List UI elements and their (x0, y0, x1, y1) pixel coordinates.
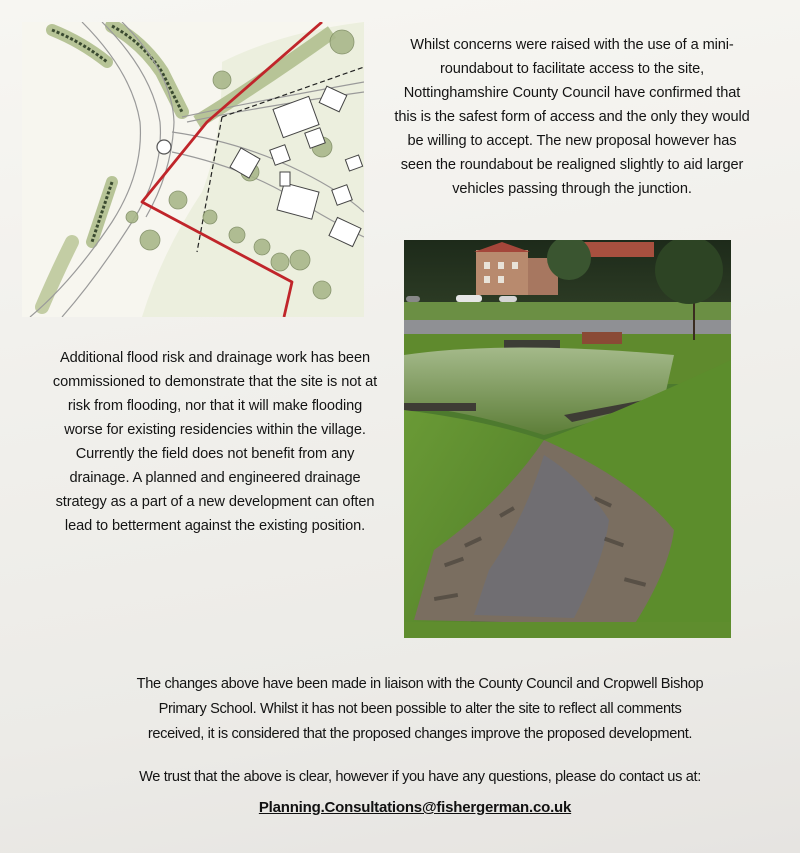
access-paragraph (366, 33, 778, 201)
email-link[interactable]: Planning.Consultations@fishergerman.co.uk (258, 799, 572, 816)
text-line: received, it is considered that the proposed changes improve the proposed development. (147, 726, 693, 742)
text-line: lead to betterment against the existing position. (64, 518, 366, 534)
text-line: The changes above have been made in liaison with the County Council and Cropwell Bishop (136, 676, 704, 692)
flood-risk-paragraph (30, 346, 400, 538)
text-line: Whilst concerns were raised with the use of a mini- (410, 37, 734, 53)
site-plan-map (22, 22, 364, 317)
text-line: strategy as a part of a new development can often (55, 494, 375, 510)
drainage-swale-photo (404, 240, 731, 638)
text-line: Additional flood risk and drainage work has been (60, 350, 370, 366)
text-line: Primary School. Whilst it has not been possible to alter the site to reflect all comments (158, 701, 682, 717)
text-line: worse for existing residencies within the village. (64, 422, 366, 438)
text-line: commissioned to demonstrate that the site is not at (52, 374, 378, 390)
text-line: be willing to accept. The new proposal however has (407, 133, 737, 149)
text-line: this is the safest form of access and the only they would (394, 109, 750, 125)
contact-paragraph: We trust that the above is clear, however if you have any questions, please do contact us at: (139, 769, 701, 785)
text-line: risk from flooding, nor that it will make flooding (67, 398, 363, 414)
liaison-paragraph (40, 672, 800, 747)
text-line: vehicles passing through the junction. (452, 181, 692, 197)
text-line: Nottinghamshire County Council have confirmed that (403, 85, 741, 101)
text-line: seen the roundabout be realigned slightly to aid larger (400, 157, 744, 173)
text-line: drainage. A planned and engineered drainage (69, 470, 361, 486)
text-line: Currently the field does not benefit from any (75, 446, 355, 462)
text-line: roundabout to facilitate access to the site, (439, 61, 705, 77)
